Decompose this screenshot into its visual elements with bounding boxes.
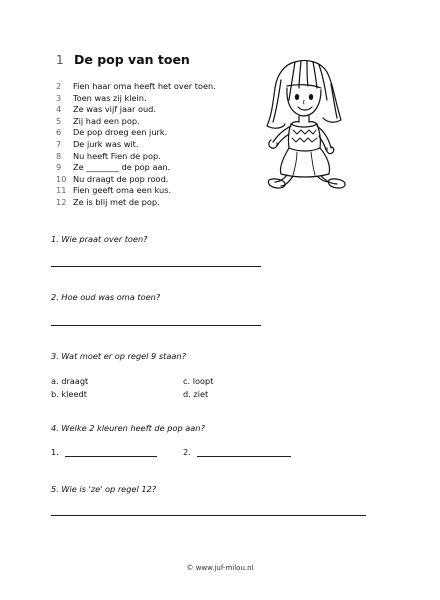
line-number: 4	[56, 104, 62, 115]
blank-number-2: 2.	[183, 447, 191, 457]
line-number: 3	[56, 92, 62, 103]
option-a: a. draagt	[51, 376, 89, 386]
question-4: 4. Welke 2 kleuren heeft de pop aan?	[51, 423, 205, 433]
title-text: De pop van toen	[74, 52, 190, 67]
line-text: Nu draagt de pop rood.	[73, 173, 169, 184]
line-number: 8	[56, 150, 62, 161]
line-text: De pop droeg een jurk.	[73, 127, 168, 138]
title-line-number: 1	[56, 53, 64, 67]
answer-line-2[interactable]	[51, 325, 261, 326]
line-number: 11	[56, 185, 67, 196]
line-text: Toen was zij klein.	[73, 92, 147, 103]
option-b: b. kleedt	[51, 389, 87, 399]
story-line	[56, 93, 216, 105]
story-line	[56, 151, 216, 163]
line-text: Zij had een pop.	[73, 115, 140, 126]
line-text: Fien haar oma heeft het over toen.	[73, 81, 216, 91]
line-text: Ze ________ de pop aan.	[73, 162, 171, 173]
line-number: 5	[56, 115, 62, 126]
question-3: 3. Wat moet er op regel 9 staan?	[51, 351, 186, 361]
line-number: 6	[56, 127, 62, 138]
color-blank-2[interactable]	[197, 447, 291, 457]
line-number: 9	[56, 162, 62, 173]
copyright-footer: © www.juf-milou.nl	[186, 564, 254, 572]
question-2: 2. Hoe oud was oma toen?	[51, 292, 161, 302]
line-text: Fien geeft oma een kus.	[73, 185, 172, 196]
story-line	[56, 104, 216, 116]
answer-line-1[interactable]	[51, 266, 261, 267]
question-5: 5. Wie is 'ze' op regel 12?	[51, 484, 157, 494]
line-text: De jurk was wit.	[73, 138, 139, 149]
story-line	[56, 116, 216, 128]
color-blank-1[interactable]	[65, 447, 157, 457]
line-text: Ze was vijf jaar oud.	[73, 104, 156, 115]
option-c: c. loopt	[183, 376, 214, 386]
story-line	[56, 81, 216, 93]
color-answer-1	[51, 447, 157, 457]
story-text	[56, 81, 216, 209]
line-number: 7	[56, 138, 62, 149]
story-line	[56, 185, 216, 197]
line-number: 12	[56, 196, 67, 207]
blank-number-1: 1.	[51, 447, 59, 457]
line-number: 10	[56, 173, 67, 184]
line-text: Nu heeft Fien de pop.	[73, 150, 161, 161]
doll-illustration	[255, 54, 355, 196]
story-line	[56, 162, 216, 174]
story-line	[56, 139, 216, 151]
option-d: d. ziet	[183, 389, 209, 399]
story-line	[56, 127, 216, 139]
story-line	[56, 197, 216, 209]
story-line	[56, 174, 216, 186]
worksheet-title	[56, 52, 190, 70]
line-text: Ze is blij met de pop.	[73, 196, 160, 207]
line-number: 2	[56, 81, 62, 91]
question-1: 1. Wie praat over toen?	[51, 234, 148, 244]
color-answer-2	[183, 447, 291, 457]
answer-line-5[interactable]	[51, 515, 366, 516]
